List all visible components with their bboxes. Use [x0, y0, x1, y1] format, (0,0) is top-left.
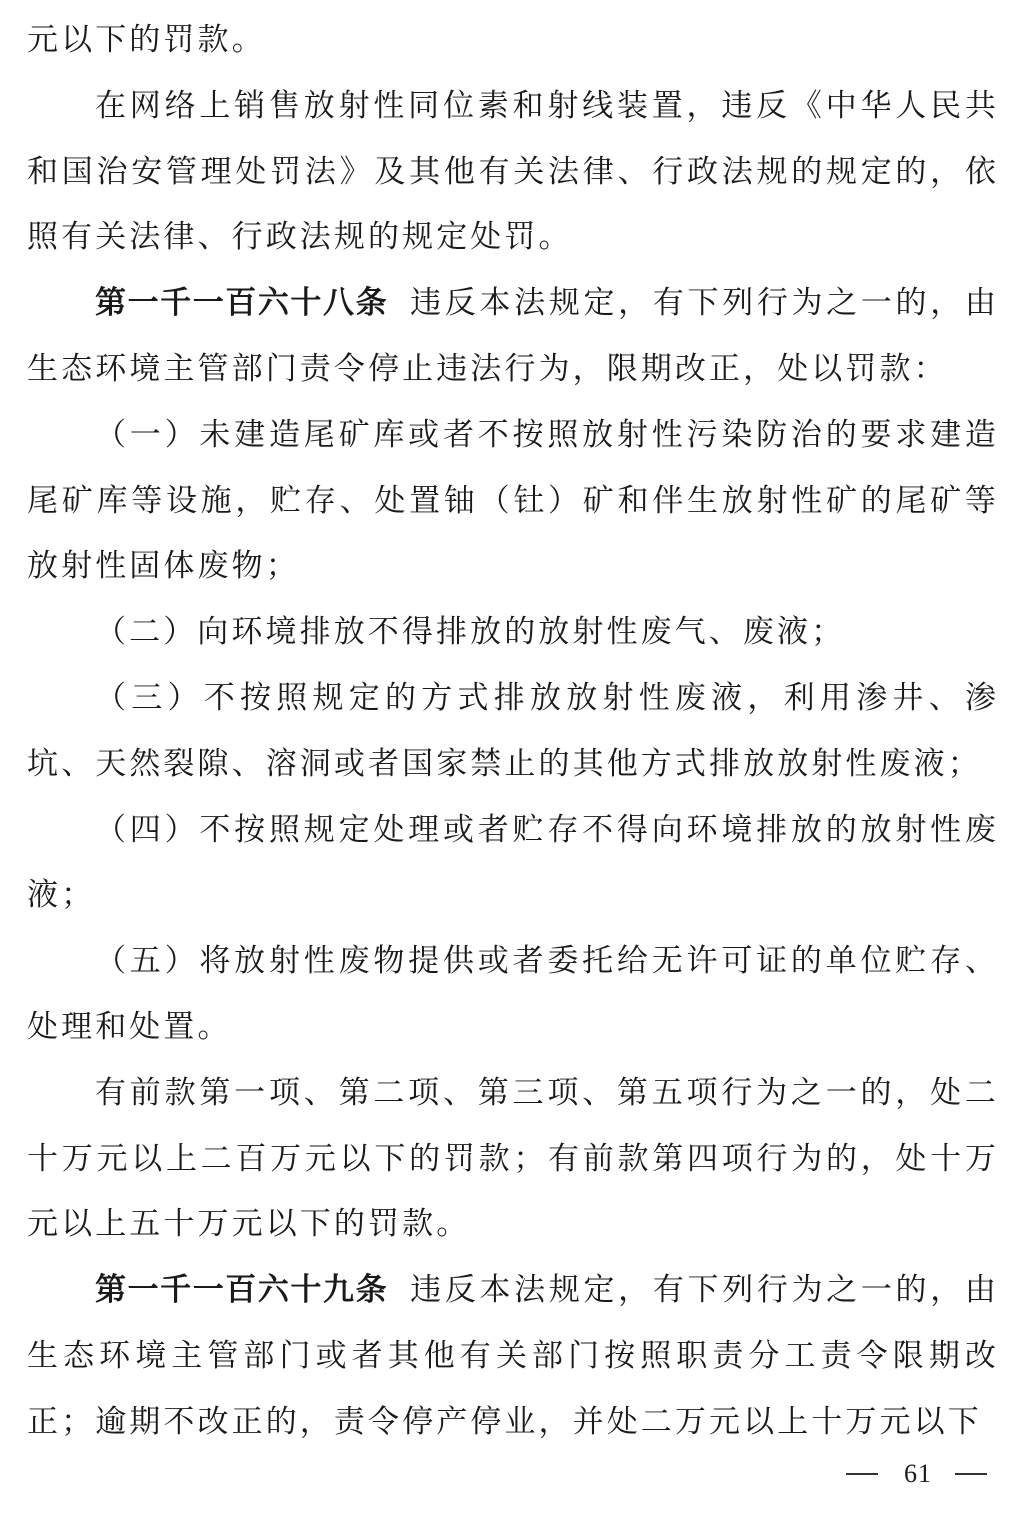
article-1168: [27, 271, 999, 403]
article-1169: [27, 1258, 999, 1455]
page-footer: [0, 1454, 1024, 1494]
article-text: 违反本法规定，有下列行为之一的，由生态环境主管部门或者其他有关部门按照职责分工责令限期改正；逾期不改正的，责令停产停业，并处二万元以上十万元以下: [27, 1272, 1000, 1440]
body-text: [27, 8, 999, 1456]
paragraph-continuation: 元以下的罚款。: [27, 22, 266, 58]
dash-left-divider: [846, 1473, 878, 1475]
article-text: 违反本法规定，有下列行为之一的，由生态环境主管部门责令停止违法行为，限期改正，处以罚款：: [27, 285, 1000, 387]
list-item: （五）将放射性废物提供或者委托给无许可证的单位贮存、处理和处置。: [27, 943, 999, 1045]
page-number: 61: [904, 1459, 932, 1488]
list-item: （三）不按照规定的方式排放放射性废液，利用渗井、渗坑、天然裂隙、溶洞或者国家禁止的其他方式排放放射性废液；: [27, 679, 999, 782]
list-item: （四）不按照规定处理或者贮存不得向环境排放的放射性废液；: [27, 811, 999, 914]
list-item: （二）向环境排放不得排放的放射性废气、废液；: [95, 614, 846, 651]
dash-right-divider: [955, 1473, 987, 1475]
paragraph-online-sales: 在网络上销售放射性同位素和射线装置，违反《中华人民共和国治安管理处罚法》及其他有关法律、行政法规的规定的，依照有关法律、行政法规的规定处罚。: [27, 87, 999, 256]
article-heading: 第一千一百六十八条: [95, 285, 389, 322]
paragraph-penalty: 有前款第一项、第二项、第三项、第五项行为之一的，处二十万元以上二百万元以下的罚款；有前款第四项行为的，处十万元以上五十万元以下的罚款。: [27, 1074, 999, 1243]
list-item: （一）未建造尾矿库或者不按照放射性污染防治的要求建造尾矿库等设施，贮存、处置铀（钍）矿和伴生放射性矿的尾矿等放射性固体废物；: [27, 416, 999, 585]
article-heading: 第一千一百六十九条: [95, 1272, 389, 1309]
